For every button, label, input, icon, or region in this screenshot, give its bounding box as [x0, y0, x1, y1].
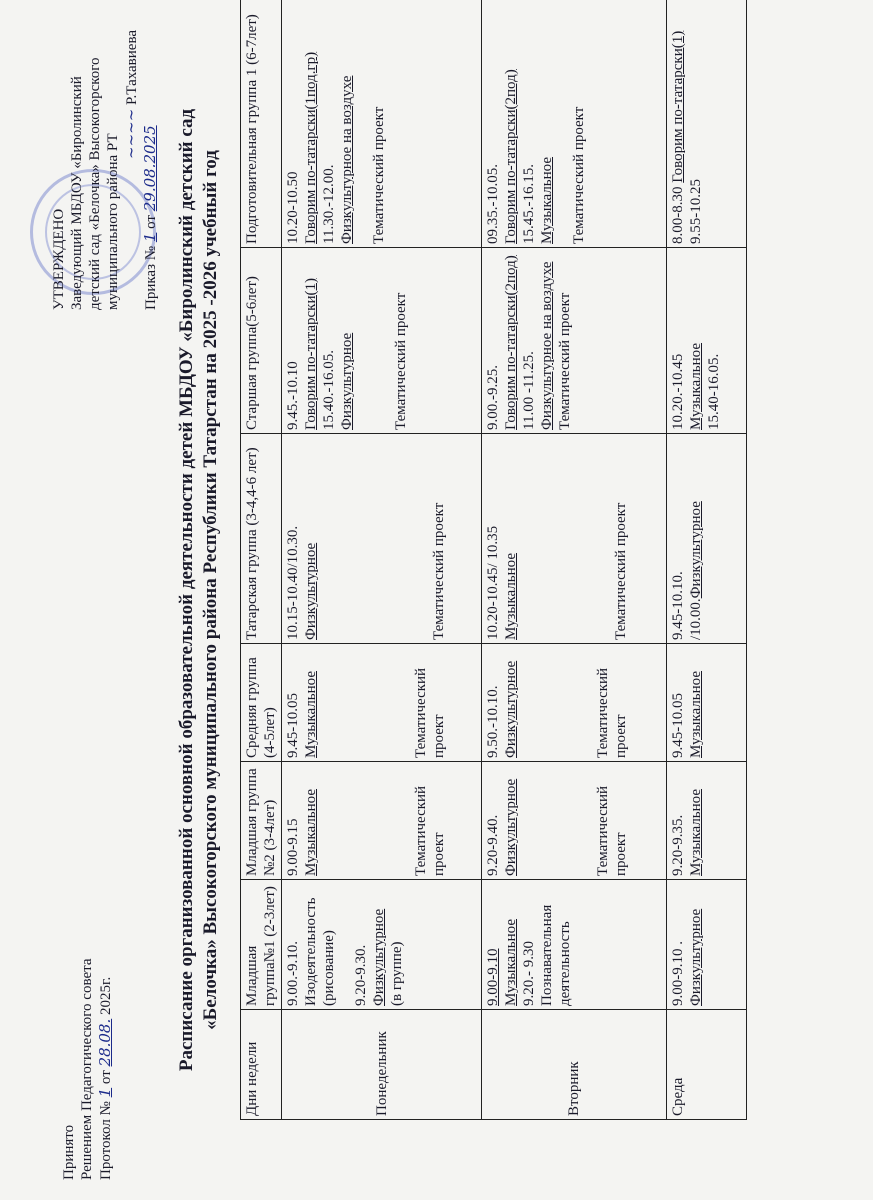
table-row-monday: [282, 0, 482, 1120]
pedagogical-council-line: Решением Педагогического совета: [79, 958, 95, 1180]
schedule-cell: 9.00.-9.10. Изодеятельность (рисование) 9.20-9.30. Физкультурное (в группе): [282, 880, 482, 1010]
kindergarten-line: детский сад «Белочка» Высокогорского: [87, 57, 103, 310]
schedule-cell: 9.20-9.35. Музыкальное: [667, 762, 747, 880]
day-cell: Среда: [667, 1010, 747, 1120]
schedule-cell: 9.45-10.05 Музыкальное: [667, 644, 747, 762]
schedule-cell: 8.00-8.30 Говорим по-татарски(1) 9.55-10.25: [667, 0, 747, 248]
schedule-table: [240, 0, 747, 1120]
approved-block: [50, 10, 160, 310]
district-line: муниципального района РТ: [105, 133, 121, 310]
header-row: [241, 0, 282, 1120]
schedule-cell: 10.20-10.50 Говорим по-татарски(1под.гр) 11.30.-12.00. Физкультурное на воздухе Тематический проект: [282, 0, 482, 248]
schedule-cell: 10.20-10.45/ 10.35 Музыкальное Тематический проект: [482, 434, 667, 644]
table-row-wednesday: [667, 0, 747, 1120]
table-row-tuesday: [482, 0, 667, 1120]
signature-mark: ~~~~: [122, 108, 140, 159]
header-cell: Старшая группа(5-6лет): [241, 248, 282, 434]
order-date: 29.08.2025: [141, 125, 159, 212]
document-title: Расписание организованной основной образовательной деятельности детей МБДОУ «Биролинский детский сад «Белочка» Высокогорского муниципального района Республики Татарстан на 2025 -2026 учебный год: [176, 108, 221, 1072]
header-cell: Подготовительная группа 1 (6-7лет): [241, 0, 282, 248]
order-line: Приказ № 1 от 29.08.2025: [141, 125, 159, 310]
approved-label: УТВЕРЖДЕНО: [51, 208, 67, 310]
schedule-cell: 9.45-10.10. /10.00.Физкультурное: [667, 434, 747, 644]
header-cell: Средняя группа (4-5лет): [241, 644, 282, 762]
schedule-cell: 10.20.-10.45 Музыкальное 15.40-16.05.: [667, 248, 747, 434]
protocol-line: Протокол № 1 от 28.08. 2025г.: [96, 976, 114, 1180]
protocol-number: 1: [96, 1087, 114, 1098]
signature-line: ~~~~ Р.Тахавиева: [122, 30, 140, 159]
accepted-label: Принято: [61, 1124, 77, 1180]
protocol-date: 28.08.: [96, 1018, 114, 1067]
schedule-cell: 9.00-9.10 . Физкультурное: [667, 880, 747, 1010]
schedule-cell: 09.35.-10.05. Говорим по-татарски(2под) 15.45.-16.15. Музыкальное Тематический проект: [482, 0, 667, 248]
header-cell: Младшая группа №2 (3-4лет): [241, 762, 282, 880]
schedule-cell: 10.15-10.40/10.30. Физкультурное Тематический проект: [282, 434, 482, 644]
schedule-cell: 9.50.-10.10. Физкультурное Тематический проект: [482, 644, 667, 762]
order-number: 1: [141, 232, 159, 243]
day-cell: Вторник: [482, 1010, 667, 1120]
head-line: Заведующий МБДОУ «Биролинский: [69, 76, 85, 310]
schedule-cell: 9.00-9.15 Музыкальное Тематический проект: [282, 762, 482, 880]
header-cell: Татарская группа (3-4,4-6 лет): [241, 434, 282, 644]
accepted-block: [60, 959, 115, 1181]
schedule-cell: 9.45-10.05 Музыкальное Тематический проект: [282, 644, 482, 762]
schedule-cell: 9.00-9.10 Музыкальное 9.20.- 9.30 Познавательная деятельность: [482, 880, 667, 1010]
header-cell: Дни недели: [241, 1010, 282, 1120]
header-cell: Младшая группа№1 (2-3лет): [241, 880, 282, 1010]
schedule-cell: 9.45.-10.10 Говорим по-татарски(1) 15.40.-16.05. Физкультурное Тематический проект: [282, 248, 482, 434]
day-cell: Понедельник: [282, 1010, 482, 1120]
schedule-cell: 9.00.-9.25. Говорим по-татарски(2под) 11.00 -11.25. Физкультурное на воздухе Тематический проект: [482, 248, 667, 434]
schedule-cell: 9.20-9.40. Физкультурное Тематический проект: [482, 762, 667, 880]
